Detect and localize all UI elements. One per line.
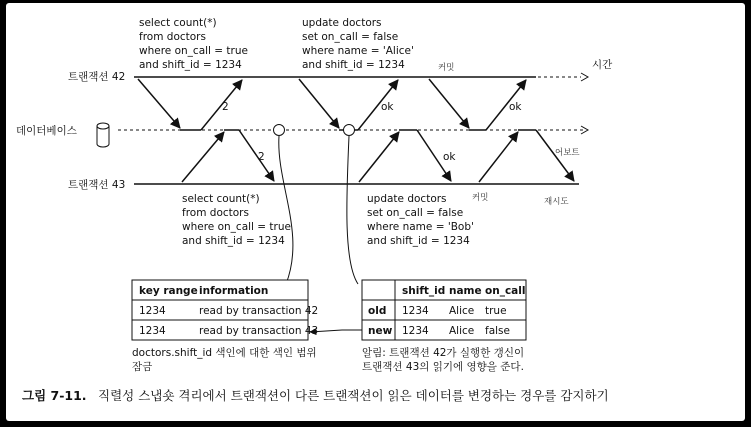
svg-text:old: old — [368, 305, 387, 317]
tx42-query-code — [139, 17, 248, 71]
svg-text:name: name — [449, 285, 482, 297]
ssi-diagram — [6, 3, 745, 421]
svg-text:Alice: Alice — [449, 325, 475, 337]
svg-text:from doctors: from doctors — [139, 31, 206, 43]
index-lock-connector — [279, 136, 293, 284]
svg-text:1234: 1234 — [139, 325, 166, 337]
tx43-retry-label: 재시도 — [544, 197, 569, 207]
svg-text:where name = 'Bob': where name = 'Bob' — [367, 221, 474, 233]
svg-text:where on_call = true: where on_call = true — [182, 221, 291, 233]
svg-text:key range: key range — [139, 285, 198, 297]
svg-text:and shift_id = 1234: and shift_id = 1234 — [367, 235, 470, 247]
svg-text:where name = 'Alice': where name = 'Alice' — [302, 45, 414, 57]
tx42-read-result: 2 — [222, 101, 229, 113]
tx42-update-code — [302, 17, 414, 71]
row-table-note-line2: 트랜잭션 43의 읽기에 영향을 준다. — [362, 361, 524, 373]
svg-text:read by transaction 42: read by transaction 42 — [199, 305, 319, 317]
svg-text:set on_call = false: set on_call = false — [367, 207, 464, 219]
tx43-update-code — [367, 193, 474, 247]
tx43-abort-label: 어보트 — [555, 148, 580, 158]
index-lock-marker — [274, 125, 285, 136]
tx43-query-code — [182, 193, 291, 247]
svg-text:1234: 1234 — [402, 305, 429, 317]
svg-text:1234: 1234 — [139, 305, 166, 317]
tx42-write-result: ok — [381, 101, 394, 113]
figure-caption-text: 직렬성 스냅숏 격리에서 트랜잭션이 다른 트랜잭션이 읽은 데이터를 변경하는 경우를 감지하기 — [98, 388, 609, 403]
write-detection-marker — [344, 125, 355, 136]
tx42-timeline — [134, 73, 588, 81]
svg-text:and shift_id = 1234: and shift_id = 1234 — [302, 59, 405, 71]
database-cylinder-icon — [97, 123, 109, 147]
database-lane-label: 데이터베이스 — [16, 125, 77, 137]
svg-text:where on_call = true: where on_call = true — [139, 45, 248, 57]
svg-text:select count(*): select count(*) — [182, 193, 260, 205]
svg-text:new: new — [368, 325, 393, 337]
svg-text:update doctors: update doctors — [302, 17, 382, 29]
write-detection-connector — [347, 136, 358, 284]
svg-text:set on_call = false: set on_call = false — [302, 31, 399, 43]
svg-text:on_call: on_call — [485, 285, 526, 297]
tx43-write-arrows — [359, 130, 451, 182]
time-label: 시간 — [592, 59, 613, 71]
svg-text:false: false — [485, 325, 510, 337]
svg-text:and shift_id = 1234: and shift_id = 1234 — [139, 59, 242, 71]
svg-text:true: true — [485, 305, 507, 317]
svg-text:Alice: Alice — [449, 305, 475, 317]
svg-text:shift_id: shift_id — [402, 285, 446, 297]
tx43-commit-label: 커밋 — [472, 193, 489, 203]
tx42-commit-result: ok — [509, 101, 522, 113]
svg-text:1234: 1234 — [402, 325, 429, 337]
tx42-commit-label: 커밋 — [438, 63, 455, 73]
index-table-note-line1: doctors.shift_id 색인에 대한 색인 범위 — [132, 347, 317, 359]
svg-text:and shift_id = 1234: and shift_id = 1234 — [182, 235, 285, 247]
svg-text:information: information — [199, 285, 269, 297]
row-table-note-line1: 알림: 트랜잭션 42가 실행한 갱신이 — [362, 347, 525, 359]
index-range-table — [132, 280, 318, 340]
row-versions-table — [362, 280, 526, 340]
tx43-read-result: 2 — [258, 151, 265, 163]
figure-caption-label: 그림 7-11. — [22, 388, 87, 403]
tx43-write-result: ok — [443, 151, 456, 163]
tx42-lane-label: 트랜잭션 42 — [68, 71, 126, 83]
svg-text:select count(*): select count(*) — [139, 17, 217, 29]
figure-page — [6, 3, 745, 421]
svg-text:update doctors: update doctors — [367, 193, 447, 205]
svg-text:read by transaction 43: read by transaction 43 — [199, 325, 319, 337]
tx43-lane-label: 트랜잭션 43 — [68, 179, 126, 191]
svg-text:from doctors: from doctors — [182, 207, 249, 219]
index-table-note-line2: 잠금 — [132, 361, 153, 373]
